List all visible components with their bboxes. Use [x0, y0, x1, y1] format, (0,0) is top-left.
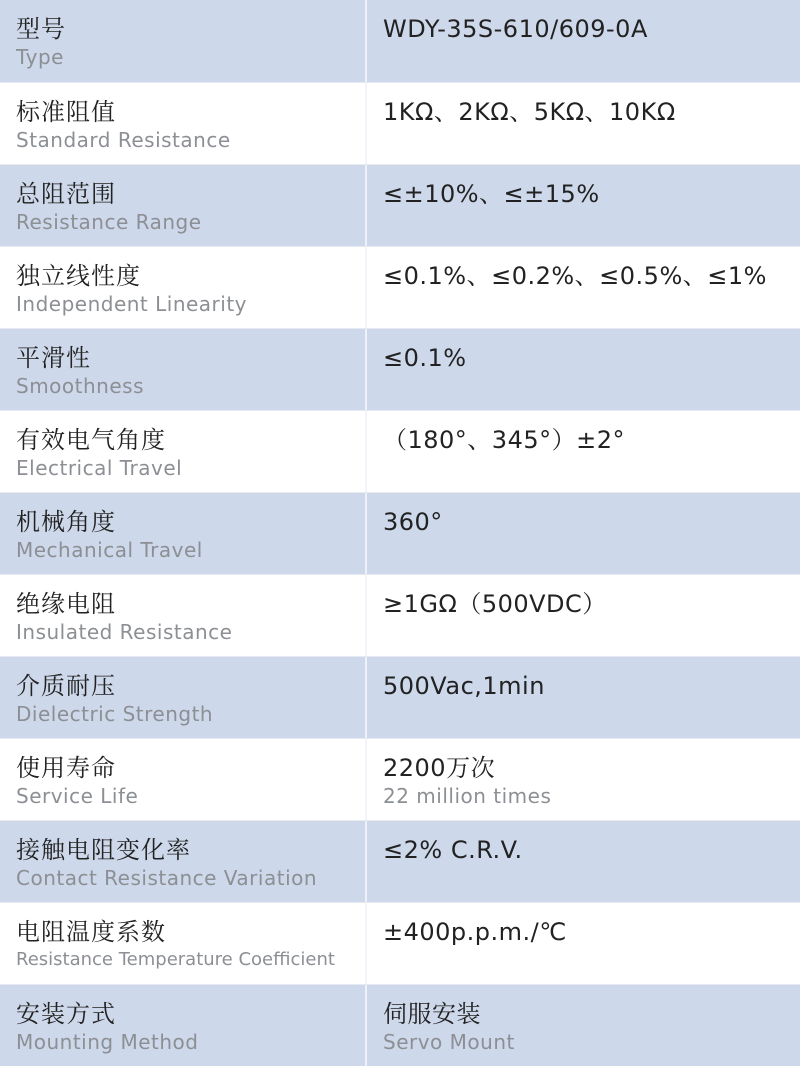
label-cell — [0, 0, 367, 82]
label-cell — [0, 411, 367, 492]
spec-row-dielectric-strength — [0, 656, 800, 738]
value-main: ≤2% C.R.V. — [383, 836, 523, 864]
value-main: （180°、345°）±2° — [383, 426, 625, 454]
value-main: ≤0.1%、≤0.2%、≤0.5%、≤1% — [383, 262, 767, 290]
spec-row-insulated-resistance — [0, 574, 800, 656]
value-cell — [367, 0, 800, 82]
label-cn: 绝缘电阻 — [16, 590, 116, 618]
spec-row-type — [0, 0, 800, 82]
label-cn: 标准阻值 — [16, 98, 116, 126]
value-cell — [367, 329, 800, 410]
spec-row-mounting-method — [0, 984, 800, 1066]
value-main: ≤±10%、≤±15% — [383, 180, 600, 208]
value-main: ≤0.1% — [383, 344, 467, 372]
value-cell — [367, 821, 800, 902]
label-cn: 介质耐压 — [16, 672, 116, 700]
value-cell — [367, 493, 800, 574]
value-cell — [367, 575, 800, 656]
label-en: Dielectric Strength — [16, 702, 214, 726]
label-cn: 平滑性 — [16, 344, 91, 372]
value-cell — [367, 657, 800, 738]
value-main: 伺服安装 — [383, 1000, 481, 1028]
label-en: Resistance Range — [16, 210, 202, 234]
spec-row-temperature-coefficient — [0, 902, 800, 984]
label-cn: 使用寿命 — [16, 754, 116, 782]
value-main: ≥1GΩ（500VDC） — [383, 590, 607, 618]
label-cell — [0, 575, 367, 656]
label-cell — [0, 165, 367, 246]
label-en: Type — [16, 45, 64, 69]
value-main: 360° — [383, 508, 443, 536]
label-cn: 独立线性度 — [16, 262, 141, 290]
label-cn: 安装方式 — [16, 1000, 116, 1028]
label-en: Mechanical Travel — [16, 538, 203, 562]
label-cell — [0, 821, 367, 902]
value-main: 500Vac,1min — [383, 672, 545, 700]
label-en: Standard Resistance — [16, 128, 231, 152]
label-cell — [0, 83, 367, 164]
label-en: Insulated Resistance — [16, 620, 233, 644]
value-cell — [367, 83, 800, 164]
value-cell — [367, 247, 800, 328]
label-cn: 机械角度 — [16, 508, 116, 536]
spec-row-electrical-travel — [0, 410, 800, 492]
spec-row-resistance-range — [0, 164, 800, 246]
value-sub: Servo Mount — [383, 1030, 515, 1054]
label-cn: 总阻范围 — [16, 180, 116, 208]
value-main: 1KΩ、2KΩ、5KΩ、10KΩ — [383, 98, 676, 126]
value-main: 2200万次 — [383, 754, 496, 782]
label-en: Electrical Travel — [16, 456, 183, 480]
label-cell — [0, 247, 367, 328]
label-cell — [0, 329, 367, 410]
value-main: ±400p.p.m./℃ — [383, 918, 567, 946]
label-cell — [0, 739, 367, 820]
value-cell — [367, 165, 800, 246]
value-cell — [367, 903, 800, 984]
label-en: Mounting Method — [16, 1030, 199, 1054]
value-cell — [367, 985, 800, 1066]
label-en: Resistance Temperature Coefficient — [16, 949, 335, 970]
label-en: Service Life — [16, 784, 139, 808]
label-en: Independent Linearity — [16, 292, 248, 316]
spec-row-independent-linearity — [0, 246, 800, 328]
spec-row-standard-resistance — [0, 82, 800, 164]
label-cn: 有效电气角度 — [16, 426, 166, 454]
spec-row-mechanical-travel — [0, 492, 800, 574]
spec-row-smoothness — [0, 328, 800, 410]
label-cn: 接触电阻变化率 — [16, 836, 191, 864]
value-main: WDY-35S-610/609-0A — [383, 15, 648, 43]
label-cell — [0, 493, 367, 574]
value-cell — [367, 739, 800, 820]
spec-row-contact-resistance-variation — [0, 820, 800, 902]
label-cn: 型号 — [16, 15, 66, 43]
label-en: Smoothness — [16, 374, 144, 398]
value-cell — [367, 411, 800, 492]
label-cell — [0, 985, 367, 1066]
value-sub: 22 million times — [383, 784, 552, 808]
label-cell — [0, 657, 367, 738]
label-cell — [0, 903, 367, 984]
label-cn: 电阻温度系数 — [16, 918, 166, 946]
spec-row-service-life — [0, 738, 800, 820]
label-en: Contact Resistance Variation — [16, 866, 318, 890]
